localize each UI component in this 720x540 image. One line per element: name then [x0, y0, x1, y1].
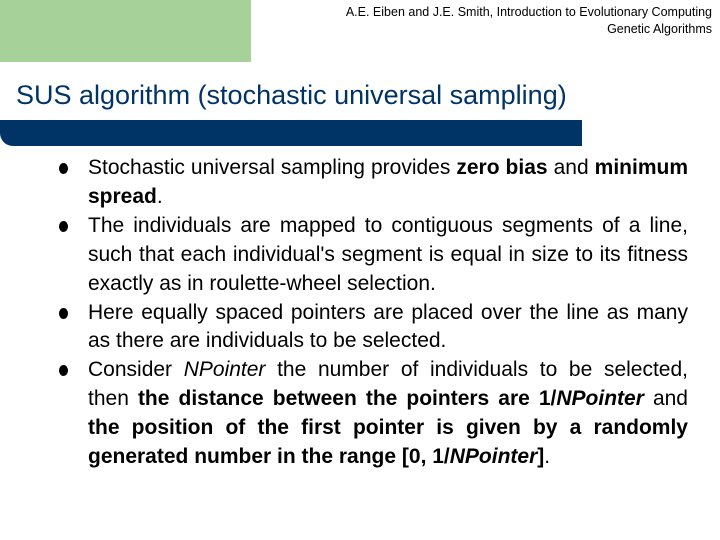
slide-title: SUS algorithm (stochastic universal sampling) — [16, 80, 567, 110]
bullet-4-text-c: and — [643, 387, 688, 411]
bullet-item-contiguous-segments — [58, 212, 688, 299]
header-topic: Genetic Algorithms — [607, 22, 712, 36]
bullet-4-bold-position: the position of the first pointer is given by a randomly generated number in the range [0, 1/ — [88, 416, 688, 469]
bullet-3-text: Here equally spaced pointers are placed over the line as many as there are individuals to be selected. — [88, 300, 688, 353]
bullet-4-bold-bracket: ] — [537, 445, 545, 469]
bullet-4-text-a: Consider — [88, 358, 184, 382]
bullet-2-text: The individuals are mapped to contiguous segments of a line, such that each individual's segment is equal in size to its fitness exactly as in roulette-wheel selection. — [88, 213, 688, 295]
bullet-4-bold-distance: the distance between the pointers are 1/ — [137, 387, 557, 411]
bullet-4-bold-italic-npointer-2: NPointer — [449, 445, 538, 469]
bullet-4-bold-italic-npointer-1: NPointer — [556, 387, 644, 411]
bullet-1-text-c: . — [156, 184, 163, 208]
bullet-item-zero-bias — [58, 154, 688, 212]
header-accent-block — [0, 0, 251, 62]
bullet-1-text-a: Stochastic universal sampling provides — [88, 156, 457, 179]
slide-header — [242, 4, 712, 38]
bullet-1-bold-minimum-spread: minimum spread — [88, 156, 688, 208]
bullet-4-italic-npointer: NPointer — [183, 358, 266, 382]
header-citation: A.E. Eiben and J.E. Smith, Introduction to Evolutionary Computing — [345, 5, 712, 19]
bullet-4-text-b: the number of individuals to be selected, then — [88, 358, 688, 411]
bullet-1-bold-zero-bias: zero bias — [456, 156, 548, 179]
bullet-item-npointer — [58, 356, 688, 472]
bullet-1-text-b: and — [547, 156, 595, 179]
bullet-list — [58, 154, 688, 472]
bullet-4-text-d: . — [544, 445, 551, 469]
bullet-item-equally-spaced-pointers — [58, 299, 688, 357]
title-underline-bar — [0, 120, 582, 146]
